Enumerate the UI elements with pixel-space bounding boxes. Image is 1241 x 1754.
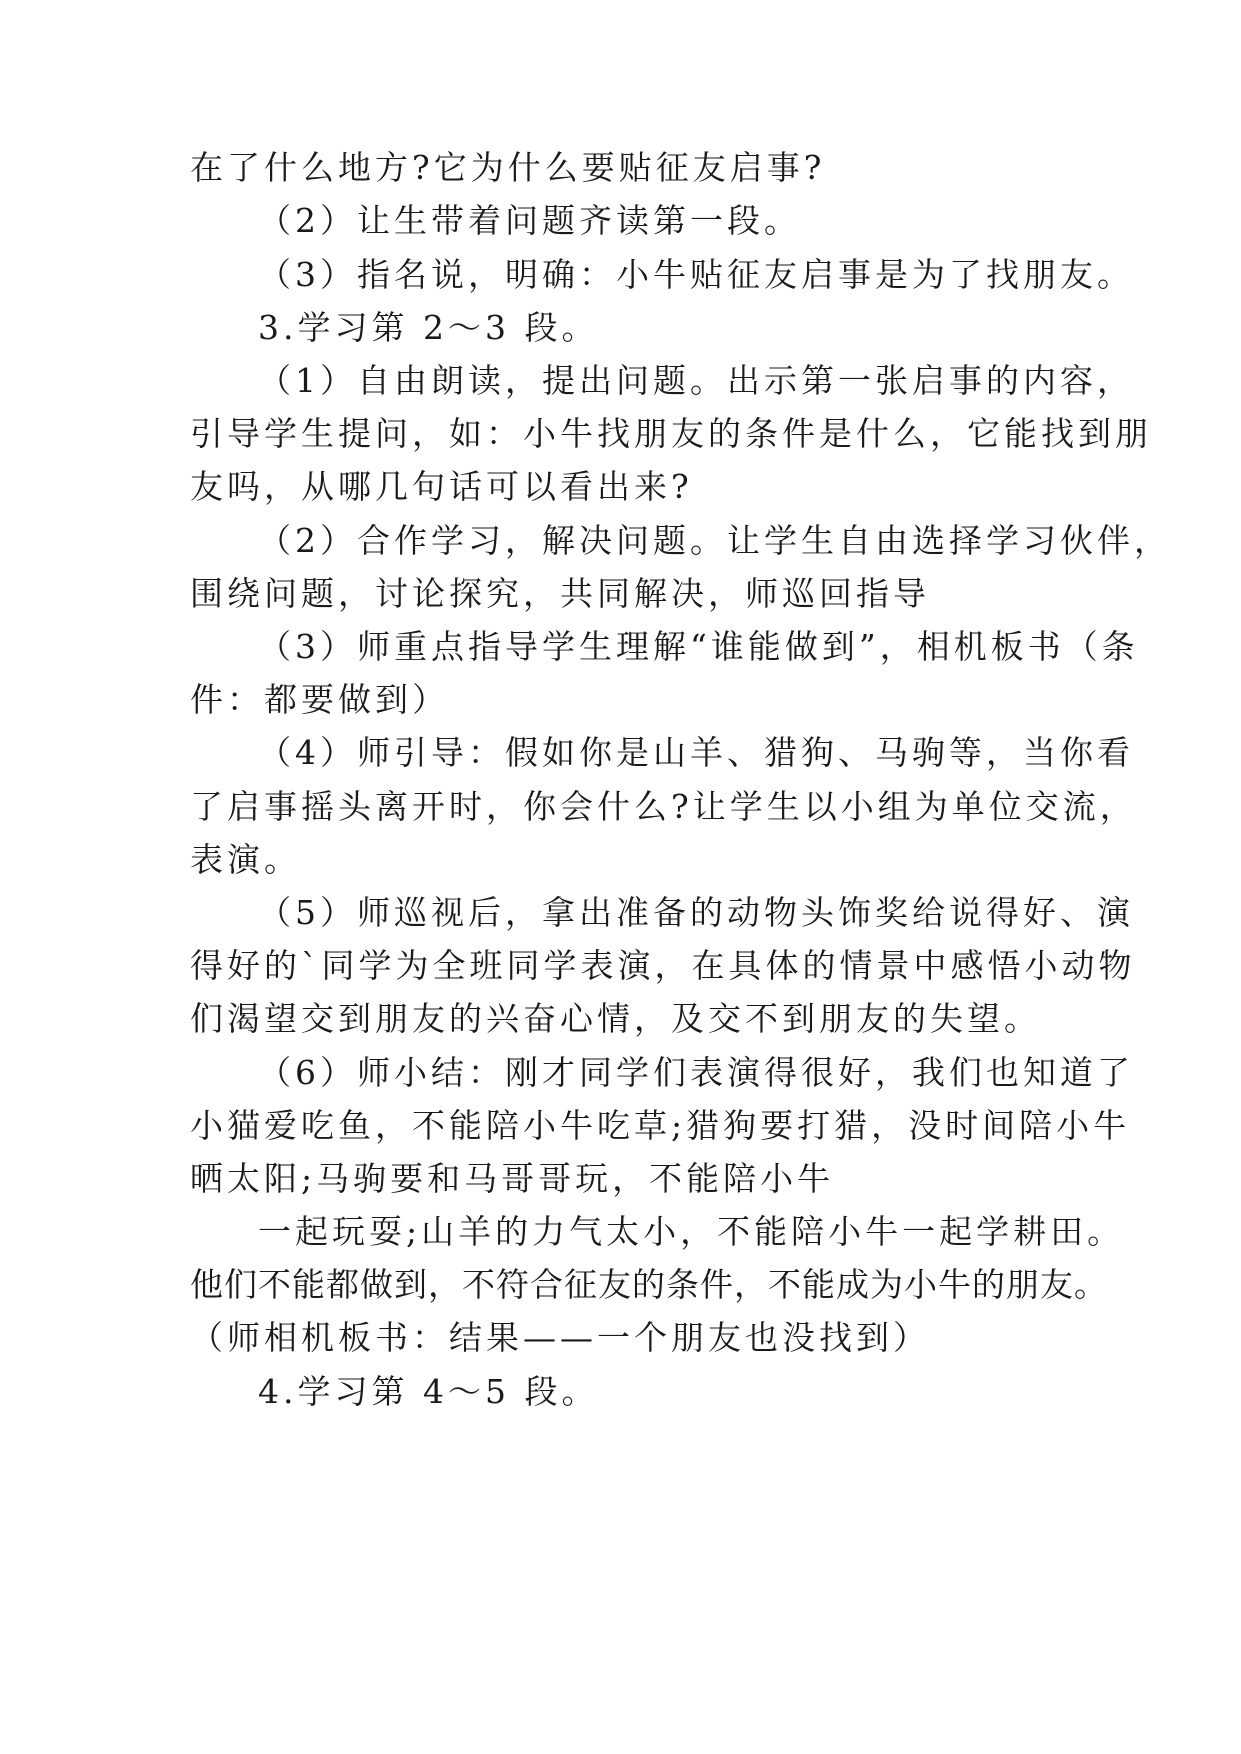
text-line-9: 围绕问题，讨论探究，共同解决，师巡回指导 [190, 574, 930, 613]
text-line-18: （6）师小结：刚才同学们表演得很好，我们也知道了 [258, 1053, 1134, 1092]
text-line-14: 表演。 [190, 840, 301, 879]
text-line-10: （3）师重点指导学生理解“谁能做到”，相机板书（条 [258, 627, 1139, 666]
text-line-24: 4.学习第 4～5 段。 [258, 1372, 599, 1411]
text-line-13: 了启事摇头离开时，你会什么?让学生以小组为单位交流， [190, 787, 1137, 826]
text-line-2: （2）让生带着问题齐读第一段。 [258, 201, 801, 240]
text-line-5: （1）自由朗读，提出问题。出示第一张启事的内容， [258, 361, 1134, 400]
text-line-4: 3.学习第 2～3 段。 [258, 308, 599, 347]
text-line-15: （5）师巡视后，拿出准备的动物头饰奖给说得好、演 [258, 893, 1134, 932]
text-line-19: 小猫爱吃鱼，不能陪小牛吃草;猎狗要打猎，没时间陪小牛 [190, 1106, 1131, 1145]
text-line-23: （师相机板书：结果——一个朋友也没找到） [190, 1318, 930, 1357]
text-line-3: （3）指名说，明确：小牛贴征友启事是为了找朋友。 [258, 255, 1134, 294]
text-line-8: （2）合作学习，解决问题。让学生自由选择学习伙伴， [258, 521, 1171, 560]
text-line-16: 得好的`同学为全班同学表演，在具体的情景中感悟小动物 [190, 946, 1136, 985]
text-line-22: 他们不能都做到，不符合征友的条件，不能成为小牛的朋友。 [190, 1265, 1108, 1304]
text-line-12: （4）师引导：假如你是山羊、猎狗、马驹等，当你看 [258, 733, 1134, 772]
text-line-21: 一起玩耍;山羊的力气太小，不能陪小牛一起学耕田。 [258, 1212, 1125, 1251]
text-line-20: 晒太阳;马驹要和马哥哥玩，不能陪小牛 [190, 1159, 835, 1198]
text-line-7: 友吗，从哪几句话可以看出来? [190, 467, 693, 506]
text-line-1: 在了什么地方?它为什么要贴征友启事? [190, 148, 826, 187]
text-line-11: 件：都要做到） [190, 680, 449, 719]
text-line-17: 们渴望交到朋友的兴奋心情，及交不到朋友的失望。 [190, 999, 1041, 1038]
text-line-6: 引导学生提问，如：小牛找朋友的条件是什么，它能找到朋 [190, 414, 1152, 453]
